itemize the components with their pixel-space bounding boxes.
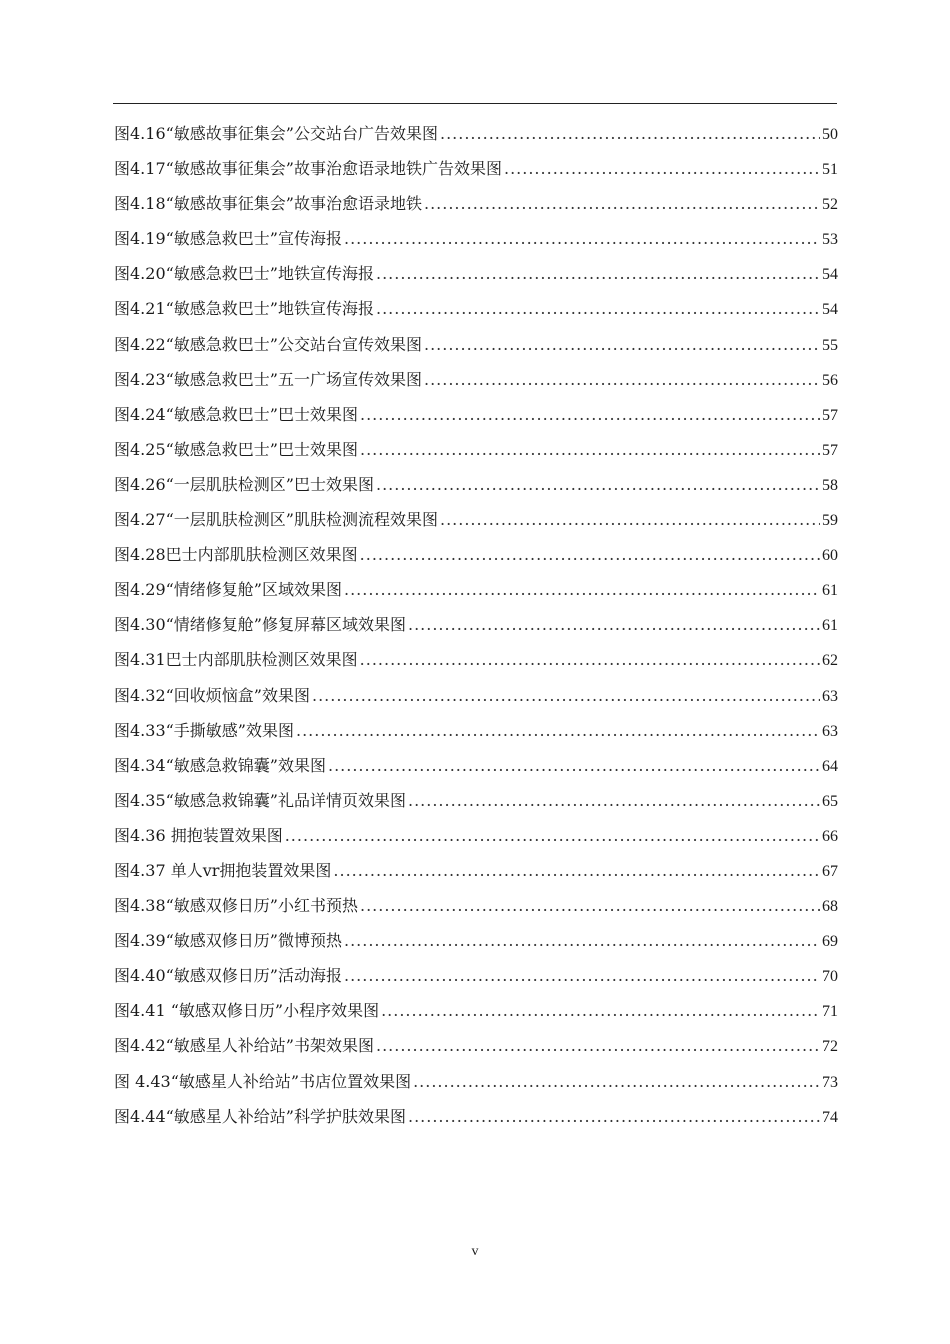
toc-entry-page-number: 55 xyxy=(822,336,838,354)
toc-entry[interactable] xyxy=(114,958,838,993)
toc-dot-leader xyxy=(376,291,820,326)
toc-entry-page-number: 54 xyxy=(822,266,838,284)
page-number: v xyxy=(471,1244,479,1259)
toc-dot-leader xyxy=(360,888,820,923)
toc-dot-leader xyxy=(376,467,820,502)
toc-dot-leader xyxy=(381,993,820,1028)
toc-dot-leader xyxy=(360,432,820,467)
toc-dot-leader xyxy=(360,397,820,432)
toc-dot-leader xyxy=(296,713,820,748)
toc-entry-page-number: 63 xyxy=(822,687,838,705)
toc-entry-page-number: 61 xyxy=(822,582,838,600)
toc-entry-title: 图4.28巴士内部肌肤检测区效果图 xyxy=(114,545,358,565)
toc-entry-title: 图4.21“敏感急救巴士”地铁宣传海报 xyxy=(114,299,374,319)
toc-dot-leader xyxy=(440,502,820,537)
toc-entry[interactable] xyxy=(114,678,838,713)
toc-entry-page-number: 63 xyxy=(822,722,838,740)
toc-entry[interactable] xyxy=(114,642,838,677)
toc-entry-title: 图4.26“一层肌肤检测区”巴士效果图 xyxy=(114,474,374,494)
toc-entry-title: 图4.38“敏感双修日历”小红书预热 xyxy=(114,896,358,916)
toc-entry[interactable] xyxy=(114,221,838,256)
toc-entry-page-number: 71 xyxy=(822,1003,838,1021)
toc-entry-title: 图4.31巴士内部肌肤检测区效果图 xyxy=(114,650,358,670)
toc-entry[interactable] xyxy=(114,537,838,572)
toc-entry[interactable] xyxy=(114,327,838,362)
toc-entry[interactable] xyxy=(114,783,838,818)
toc-entry-title: 图4.19“敏感急救巴士”宣传海报 xyxy=(114,229,342,249)
toc-entry-title: 图4.24“敏感急救巴士”巴士效果图 xyxy=(114,404,358,424)
toc-entry-title: 图4.44“敏感星人补给站”科学护肤效果图 xyxy=(114,1106,406,1126)
toc-entry[interactable] xyxy=(114,572,838,607)
toc-entry-title: 图4.42“敏感星人补给站”书架效果图 xyxy=(114,1036,374,1056)
toc-entry-title: 图4.32“回收烦恼盒”效果图 xyxy=(114,685,310,705)
toc-dot-leader xyxy=(333,853,820,888)
toc-dot-leader xyxy=(376,1028,820,1063)
toc-dot-leader xyxy=(424,362,820,397)
toc-entry-title: 图 4.43“敏感星人补给站”书店位置效果图 xyxy=(114,1071,412,1091)
toc-entry-page-number: 51 xyxy=(822,161,838,179)
toc-dot-leader xyxy=(504,151,820,186)
toc-entry-page-number: 72 xyxy=(822,1038,838,1056)
toc-entry-page-number: 73 xyxy=(822,1073,838,1091)
toc-dot-leader xyxy=(408,1099,820,1134)
toc-entry-title: 图4.16“敏感故事征集会”公交站台广告效果图 xyxy=(114,124,438,143)
toc-entry-page-number: 52 xyxy=(822,196,838,214)
toc-dot-leader xyxy=(285,818,820,853)
toc-dot-leader xyxy=(344,572,820,607)
toc-entry-page-number: 60 xyxy=(822,547,838,565)
toc-entry-title: 图4.23“敏感急救巴士”五一广场宣传效果图 xyxy=(114,369,422,389)
toc-entry-title: 图4.30“情绪修复舱”修复屏幕区域效果图 xyxy=(114,615,406,635)
toc-entry-page-number: 59 xyxy=(822,512,838,530)
toc-entry-page-number: 69 xyxy=(822,933,838,951)
toc-dot-leader xyxy=(360,642,820,677)
toc-entry-title: 图4.18“敏感故事征集会”故事治愈语录地铁 xyxy=(114,194,422,214)
toc-entry-title: 图4.36 拥抱装置效果图 xyxy=(114,825,283,845)
toc-entry-page-number: 64 xyxy=(822,757,838,775)
toc-entry[interactable] xyxy=(114,713,838,748)
toc-entry[interactable] xyxy=(114,502,838,537)
toc-entry[interactable] xyxy=(114,1099,838,1134)
toc-entry-title: 图4.29“情绪修复舱”区域效果图 xyxy=(114,580,342,600)
toc-entry-title: 图4.34“敏感急救锦囊”效果图 xyxy=(114,755,326,775)
toc-entry-page-number: 65 xyxy=(822,792,838,810)
toc-entry-title: 图4.37 单人vr拥抱装置效果图 xyxy=(114,860,332,880)
toc-entry-page-number: 58 xyxy=(822,476,838,494)
toc-entry[interactable] xyxy=(114,432,838,467)
toc-entry[interactable] xyxy=(114,186,838,221)
toc-entry-page-number: 68 xyxy=(822,898,838,916)
toc-entry-page-number: 66 xyxy=(822,827,838,845)
toc-entry-page-number: 53 xyxy=(822,231,838,249)
toc-entry[interactable] xyxy=(114,818,838,853)
toc-entry-page-number: 56 xyxy=(822,371,838,389)
toc-dot-leader xyxy=(344,221,820,256)
toc-entry-title: 图4.20“敏感急救巴士”地铁宣传海报 xyxy=(114,264,374,284)
toc-entry-title: 图4.35“敏感急救锦囊”礼品详情页效果图 xyxy=(114,790,406,810)
toc-entry[interactable] xyxy=(114,397,838,432)
toc-dot-leader xyxy=(360,537,820,572)
toc-entry-title: 图4.17“敏感故事征集会”故事治愈语录地铁广告效果图 xyxy=(114,159,502,179)
toc-entry-page-number: 70 xyxy=(822,968,838,986)
toc-entry-page-number: 62 xyxy=(822,652,838,670)
table-of-figures xyxy=(114,116,838,1134)
toc-entry-title: 图4.39“敏感双修日历”微博预热 xyxy=(114,931,342,951)
toc-entry-page-number: 67 xyxy=(822,862,838,880)
toc-entry[interactable] xyxy=(114,853,838,888)
toc-entry[interactable] xyxy=(114,291,838,326)
toc-entry[interactable] xyxy=(114,923,838,958)
toc-entry-page-number: 50 xyxy=(822,126,838,143)
toc-dot-leader xyxy=(408,783,820,818)
toc-entry[interactable] xyxy=(114,748,838,783)
toc-entry-title: 图4.41 “敏感双修日历”小程序效果图 xyxy=(114,1001,380,1021)
toc-dot-leader xyxy=(440,116,820,151)
toc-dot-leader xyxy=(413,1064,820,1099)
toc-dot-leader xyxy=(408,607,820,642)
toc-dot-leader xyxy=(344,958,820,993)
toc-entry[interactable] xyxy=(114,993,838,1028)
toc-entry[interactable] xyxy=(114,467,838,502)
toc-entry-page-number: 54 xyxy=(822,301,838,319)
toc-dot-leader xyxy=(344,923,820,958)
toc-dot-leader xyxy=(312,678,820,713)
toc-entry[interactable] xyxy=(114,116,838,151)
toc-entry[interactable] xyxy=(114,1064,838,1099)
toc-entry-title: 图4.33“手撕敏感”效果图 xyxy=(114,720,294,740)
toc-entry-page-number: 61 xyxy=(822,617,838,635)
toc-dot-leader xyxy=(424,327,820,362)
toc-entry-title: 图4.22“敏感急救巴士”公交站台宣传效果图 xyxy=(114,334,422,354)
header-rule xyxy=(113,103,837,104)
toc-entry[interactable] xyxy=(114,362,838,397)
toc-entry[interactable] xyxy=(114,888,838,923)
toc-entry-title: 图4.40“敏感双修日历”活动海报 xyxy=(114,966,342,986)
toc-dot-leader xyxy=(376,256,820,291)
toc-entry[interactable] xyxy=(114,1028,838,1063)
toc-dot-leader xyxy=(424,186,820,221)
toc-entry-page-number: 57 xyxy=(822,441,838,459)
toc-entry-title: 图4.25“敏感急救巴士”巴士效果图 xyxy=(114,439,358,459)
toc-dot-leader xyxy=(328,748,820,783)
toc-entry-page-number: 74 xyxy=(822,1108,838,1126)
toc-entry[interactable] xyxy=(114,256,838,291)
toc-entry-page-number: 57 xyxy=(822,406,838,424)
toc-entry[interactable] xyxy=(114,151,838,186)
toc-entry[interactable] xyxy=(114,607,838,642)
toc-entry-title: 图4.27“一层肌肤检测区”肌肤检测流程效果图 xyxy=(114,510,438,530)
